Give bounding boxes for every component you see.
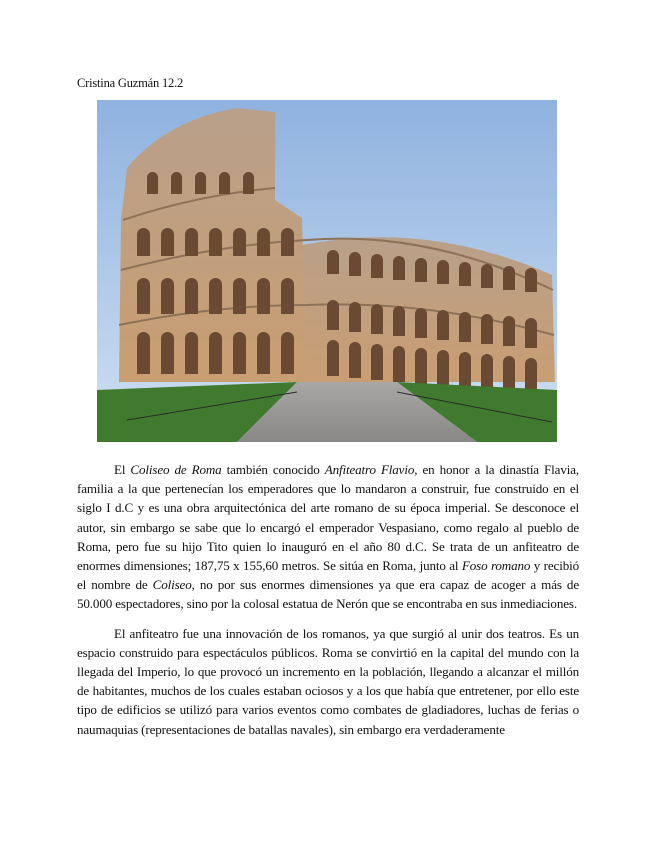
p1-text-3: , en honor a la dinastía Flavia, familia a la que pertenecían los emperadores que lo mandaron a construir, fue construido en el siglo I d.C y es una obra arquitectónica del arte romano de su época imperial. Se desconoce el autor, sin embargo se sabe que lo encargó el emperador Vespasiano, como regalo al pueblo de Roma, pero fue su hijo Tito quien lo inauguró en el año 80 d.C. Se trata de un anfiteatro de enormes dimensiones; 187,75 x 155,60 metros. Se sitúa en Roma, junto al — [77, 462, 580, 574]
p1-italic-coliseo: Coliseo — [152, 577, 192, 593]
author-line: Cristina Guzmán 12.2 — [77, 76, 184, 90]
colosseum-photo — [97, 100, 557, 442]
p1-text-5: , no por sus enormes dimensiones ya que era capaz de acoger a más de 50.000 espectadores, sino por la colosal estatua de Nerón que se encontraba en sus inmediaciones. — [77, 577, 579, 612]
p1-italic-coliseo-de-roma: Coliseo de Roma — [130, 462, 222, 477]
p1-text-1: El — [114, 462, 131, 477]
p1-text-2: también conocido — [221, 462, 325, 477]
p1-text-4: y recibió el nombre de — [77, 558, 579, 593]
p1-italic-anfiteatro-flavio: Anfiteatro Flavio — [324, 462, 415, 477]
paragraph-2: El anfiteatro fue una innovación de los romanos, ya que surgió al unir dos teatros. Es un espacio construido para espectáculos públicos. Roma se convirtió en la capital del mundo con la llegada del Imperio, lo que provocó un incremento en la población, llegando a alcanzar el millón de habitantes, muchos de los cuales estaban ociosos y a los que había que entretener, por ello este tipo de edificios se utilizó para varios eventos como combates de gladiadores, luchas de ferias o naumaquias (representaciones de batallas navales), sin embargo era verdaderamente — [77, 625, 579, 737]
paragraph-1 — [77, 460, 579, 614]
p1-italic-foso-romano: Foso romano — [461, 558, 531, 574]
body-text — [77, 460, 579, 739]
